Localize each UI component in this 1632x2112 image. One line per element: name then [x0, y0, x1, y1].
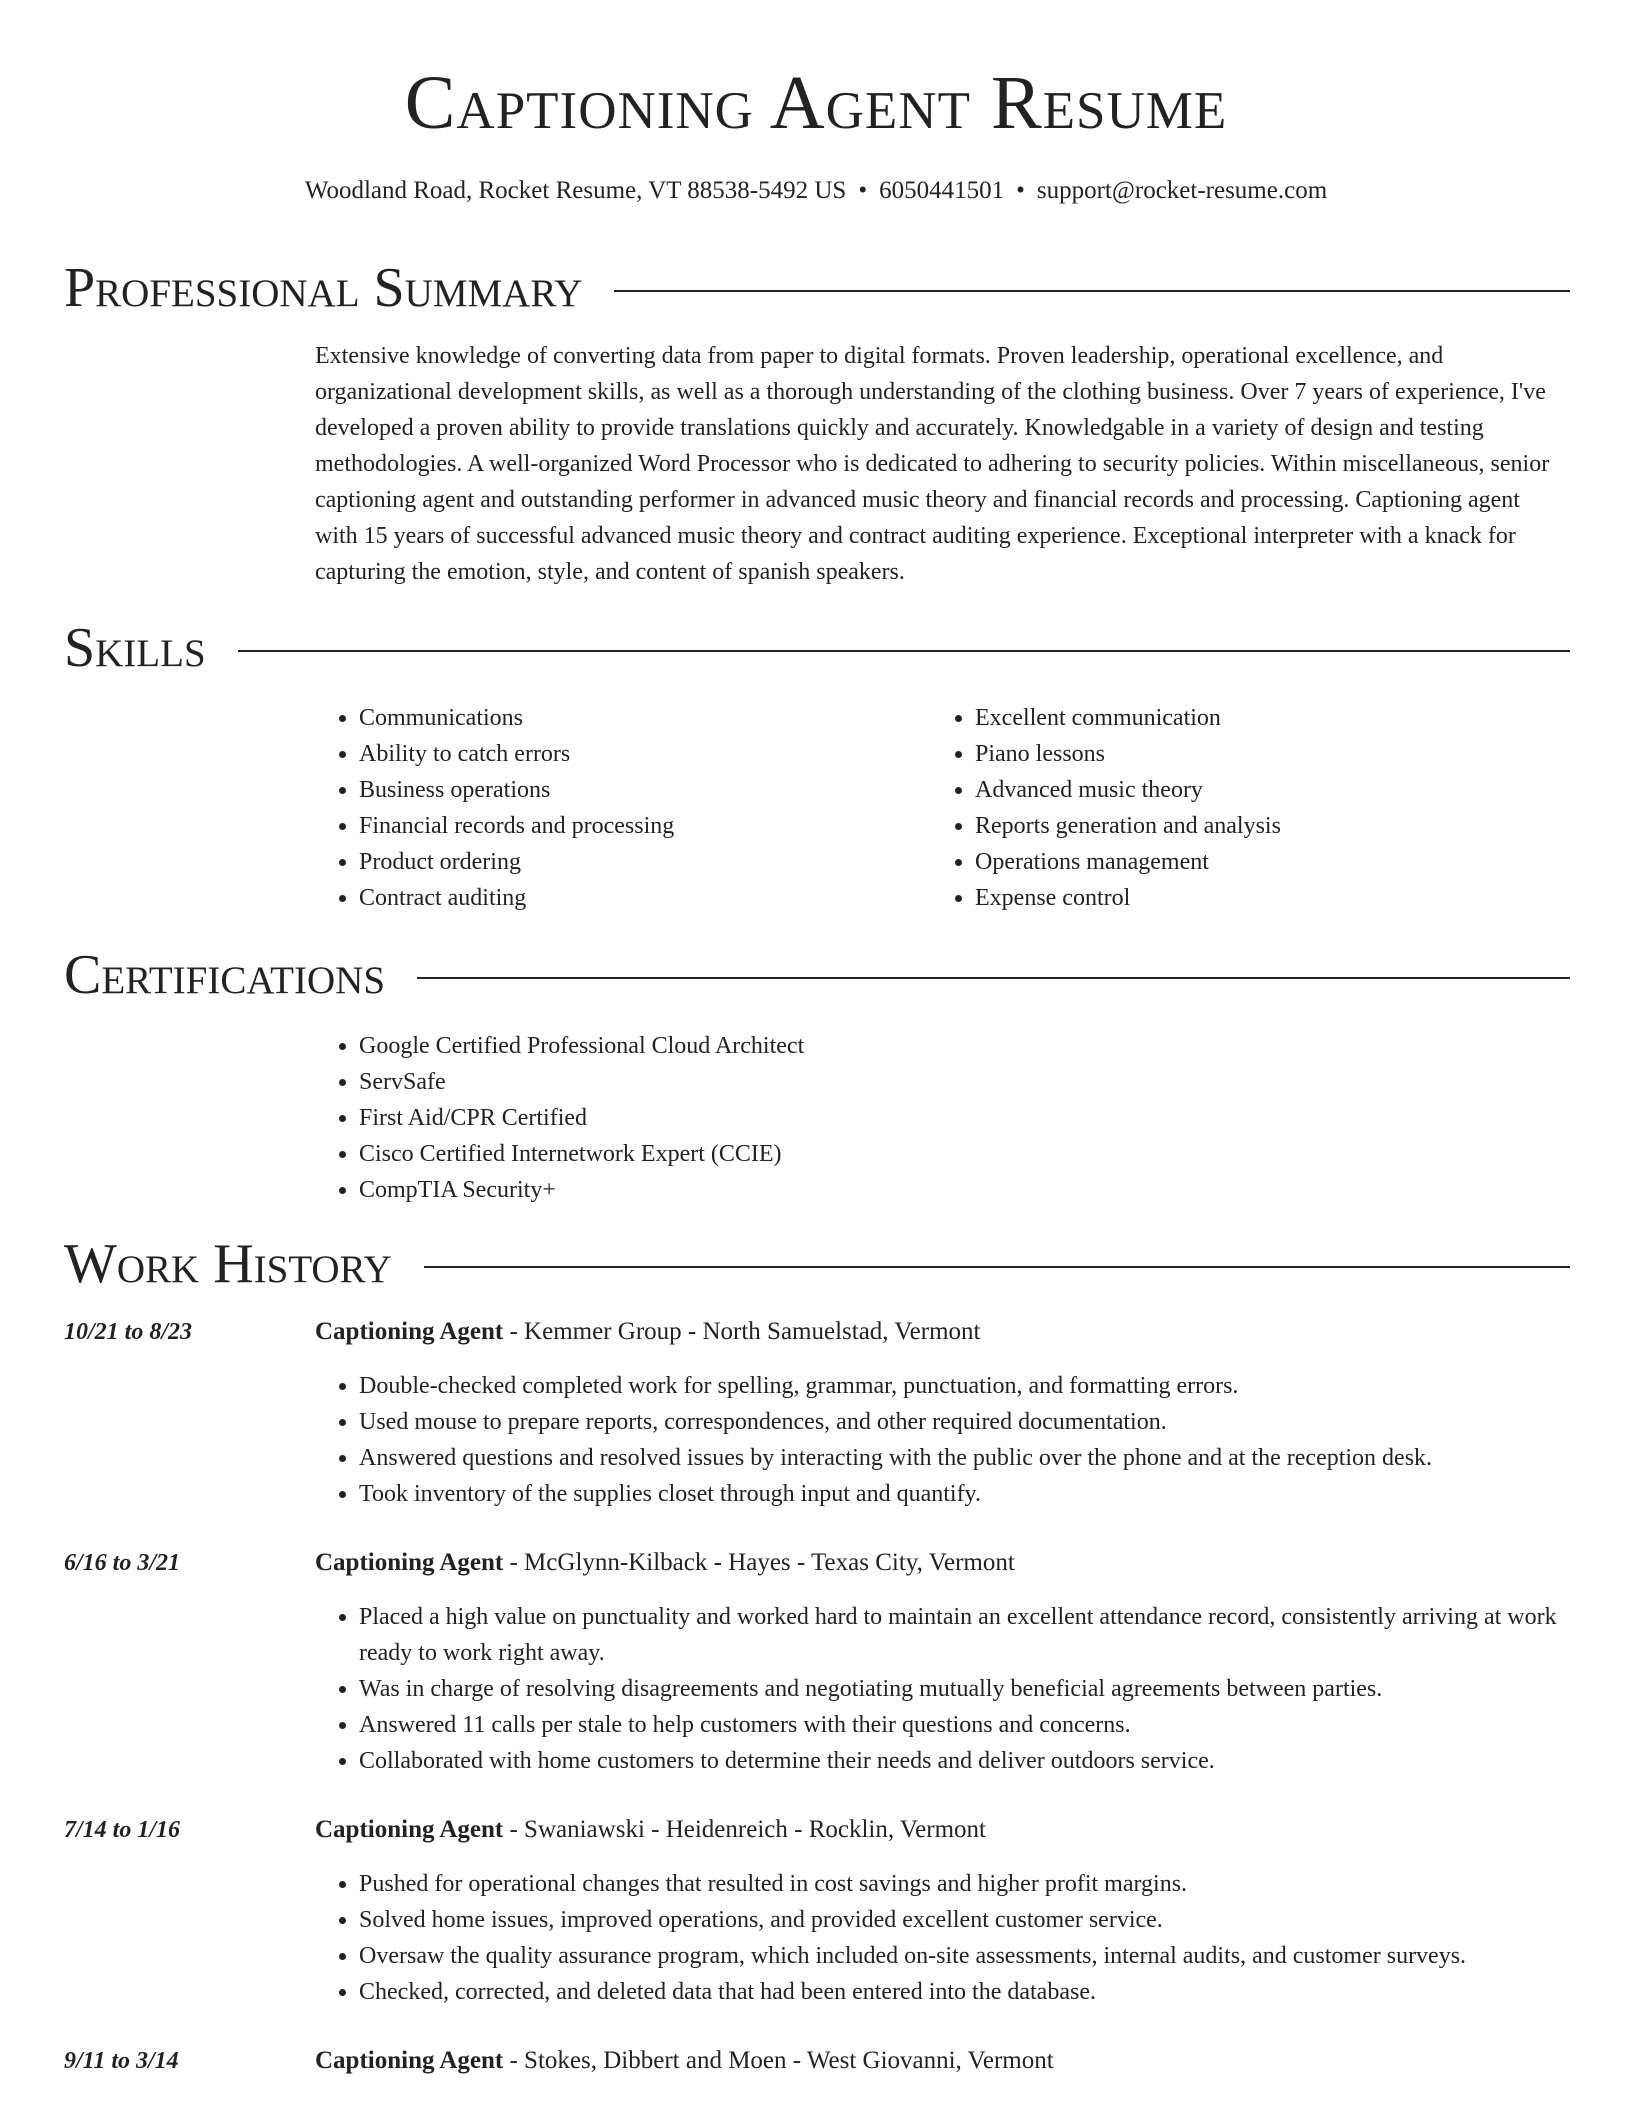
skill-item: • Expense control — [975, 880, 1281, 916]
contact-separator: • — [858, 177, 868, 204]
skill-item: • Advanced music theory — [975, 772, 1281, 808]
skills-right-list — [931, 700, 1281, 916]
job-duty: • Answered questions and resolved issues by interacting with the public over the phone and at the reception desk. — [359, 1440, 1575, 1476]
certification-item: • Cisco Certified Internetwork Expert (CCIE) — [359, 1136, 804, 1172]
skill-item: • Business operations — [359, 772, 674, 808]
job-duties-list — [315, 1599, 1575, 1779]
contact-email: support@rocket-resume.com — [1036, 177, 1328, 204]
job-duty: • Was in charge of resolving disagreements and negotiating mutually beneficial agreements between parties. — [359, 1671, 1575, 1707]
job-company-location: - Swaniawski - Heidenreich - Rocklin, Vermont — [503, 1816, 986, 1843]
certifications-block — [315, 1028, 804, 1208]
job-company-location: - Stokes, Dibbert and Moen - West Giovanni, Vermont — [503, 2047, 1054, 2074]
job-duties — [315, 1599, 1575, 1779]
job-duty: • Collaborated with home customers to determine their needs and deliver outdoors service. — [359, 1743, 1575, 1779]
job-duty: • Used mouse to prepare reports, correspondences, and other required documentation. — [359, 1404, 1575, 1440]
job-dates: 7/14 to 1/16 — [64, 1817, 181, 1843]
certification-item: • First Aid/CPR Certified — [359, 1100, 804, 1136]
job-duty: • Answered 11 calls per stale to help customers with their questions and concerns. — [359, 1707, 1575, 1743]
job-duty: • Took inventory of the supplies closet through input and quantify. — [359, 1476, 1575, 1512]
contact-separator: • — [1016, 177, 1025, 204]
skills-right-column — [931, 700, 1281, 916]
work-section-header — [64, 1232, 1570, 1296]
job-duties — [315, 1866, 1575, 2010]
job-role: Captioning Agent — [315, 1549, 504, 1576]
contact-line — [0, 174, 1632, 208]
job-duty: • Checked, corrected, and deleted data that had been entered into the database. — [359, 1974, 1575, 2010]
job-title-line — [315, 2043, 1054, 2079]
job-duties-list — [315, 1368, 1575, 1512]
skill-item: • Contract auditing — [359, 880, 674, 916]
job-duties-list — [315, 1866, 1575, 2010]
skills-left-column — [315, 700, 674, 916]
summary-section-header — [64, 256, 1570, 320]
job-role: Captioning Agent — [315, 1318, 504, 1345]
skill-item: • Ability to catch errors — [359, 736, 674, 772]
job-title-line — [315, 1314, 980, 1350]
summary-text: Extensive knowledge of converting data from paper to digital formats. Proven leadership, operational excellence, and organizational development skills, as well as a thorough understanding of the clothing business. Over 7 years of experience, I've developed a proven ability to provide translations quickly and accurately. Knowledgable in a variety of design and testing methodologies. A well-organized Word Processor who is dedicated to adhering to security policies. Within miscellaneous, senior captioning agent and outstanding performer in advanced music theory and financial records and processing. Captioning agent with 15 years of successful advanced music theory and contract auditing experience. Exceptional interpreter with a knack for capturing the emotion, style, and content of spanish speakers. — [315, 343, 1550, 585]
contact-address: Woodland Road, Rocket Resume, VT 88538-5492 US — [304, 177, 847, 204]
skill-item: • Communications — [359, 700, 674, 736]
certifications-heading: Certifications — [64, 944, 386, 1006]
certifications-section-header — [64, 943, 1570, 1007]
skills-heading: Skills — [64, 617, 206, 679]
job-duty: • Double-checked completed work for spelling, grammar, punctuation, and formatting errors. — [359, 1368, 1575, 1404]
job-duties — [315, 1368, 1575, 1512]
work-heading: Work History — [64, 1233, 392, 1295]
job-dates: 9/11 to 3/14 — [64, 2048, 179, 2074]
certification-item: • ServSafe — [359, 1064, 804, 1100]
job-company-location: - Kemmer Group - North Samuelstad, Vermont — [503, 1318, 981, 1345]
job-dates: 6/16 to 3/21 — [64, 1550, 181, 1576]
skills-left-list — [315, 700, 674, 916]
certifications-list — [315, 1028, 804, 1208]
resume-title: Captioning Agent Resume — [404, 61, 1228, 145]
contact-phone: 6050441501 — [879, 177, 1005, 204]
section-divider — [417, 977, 1570, 979]
job-title-line — [315, 1812, 986, 1848]
job-duty: • Oversaw the quality assurance program, which included on-site assessments, internal audits, and customer surveys. — [359, 1938, 1575, 1974]
section-divider — [614, 290, 1570, 292]
skill-item: • Operations management — [975, 844, 1281, 880]
skill-item: • Reports generation and analysis — [975, 808, 1281, 844]
job-dates: 10/21 to 8/23 — [64, 1319, 193, 1345]
job-company-location: - McGlynn-Kilback - Hayes - Texas City, Vermont — [503, 1549, 1015, 1576]
skill-item: • Financial records and processing — [359, 808, 674, 844]
summary-heading: Professional Summary — [64, 257, 583, 319]
job-title-line — [315, 1545, 1015, 1581]
job-role: Captioning Agent — [315, 2047, 504, 2074]
job-duty: • Solved home issues, improved operations, and provided excellent customer service. — [359, 1902, 1575, 1938]
job-duty: • Pushed for operational changes that resulted in cost savings and higher profit margins. — [359, 1866, 1575, 1902]
certification-item: • CompTIA Security+ — [359, 1172, 804, 1208]
skill-item: • Product ordering — [359, 844, 674, 880]
certification-item: • Google Certified Professional Cloud Architect — [359, 1028, 804, 1064]
job-duty: • Placed a high value on punctuality and worked hard to maintain an excellent attendance record, consistently arriving at work ready to work right away. — [359, 1599, 1575, 1671]
job-role: Captioning Agent — [315, 1816, 504, 1843]
section-divider — [424, 1266, 1570, 1268]
skill-item: • Piano lessons — [975, 736, 1281, 772]
skills-section-header — [64, 616, 1570, 680]
skill-item: • Excellent communication — [975, 700, 1281, 736]
section-divider — [238, 650, 1570, 652]
